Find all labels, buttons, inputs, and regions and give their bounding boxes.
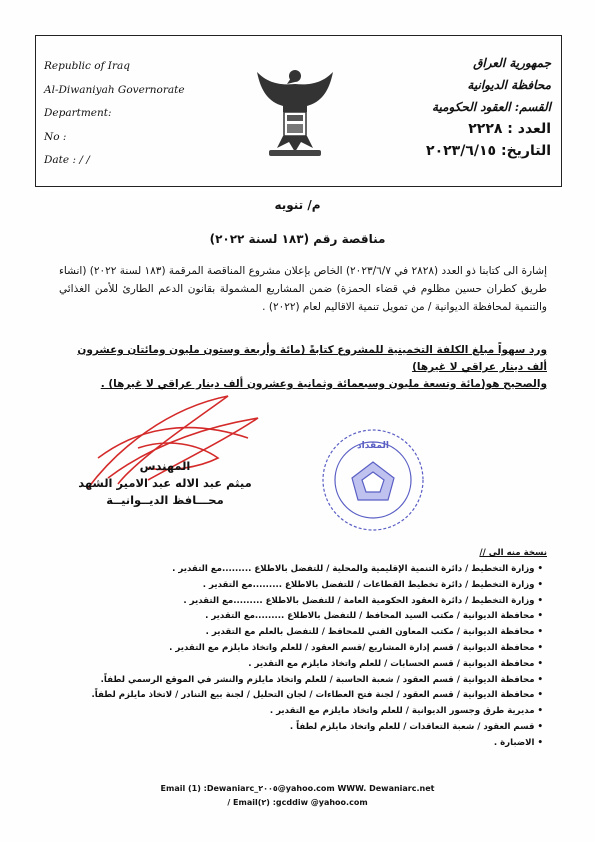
copy-item: • الاضبارة . <box>493 737 543 748</box>
signer-name: ميثم عبد الاله عبد الامير الشهد <box>78 476 252 490</box>
copies-heading: نسخة منه الى // <box>479 548 547 558</box>
footer-line-1: Email (1) :Dewaniarc_٢٠٠٥@yahoo.com WWW. Dewaniarc.net <box>160 784 435 793</box>
correction-block <box>57 342 547 393</box>
copy-item: • محافظة الديوانية / قسم العقود / شعبة الحاسبة / للعلم واتخاذ مايلزم والنشر في الموقع الرسمي لطفاً. <box>100 674 543 685</box>
signature-block <box>60 458 270 509</box>
copy-item: • وزارة التخطيط / دائرة العقود الحكومية العامة / للتفضل بالاطلاع .........مع التقدير . <box>183 595 543 606</box>
copy-item: • محافظة الديوانية / قسم إدارة المشاريع /قسم العقود / للعلم واتخاذ مايلزم مع التقدير . <box>169 642 543 653</box>
stamp-text: المقداد <box>357 441 389 451</box>
official-stamp <box>318 418 428 538</box>
signer-position: محـــافظ الديــوانيــة <box>106 493 224 507</box>
arabic-letterhead <box>426 52 551 162</box>
copy-item: • محافظة الديوانية / مكتب المعاون الفني للمحافظ / للتفضل بالعلم مع التقدير . <box>205 627 543 638</box>
letterhead-en-line: Department: <box>44 107 112 119</box>
letterhead-en-line: Al-Diwaniyah Governorate <box>44 83 185 96</box>
letterhead-en-line: No : <box>44 130 67 143</box>
notice-title: م/ تنويه <box>274 198 321 212</box>
letterhead-en-line: Date : / / <box>44 154 90 166</box>
tender-subtitle: مناقصة رقم (١٨٣ لسنة ٢٠٢٢) <box>209 232 386 246</box>
copies-list <box>91 562 543 752</box>
correct-amount-line: والصحيح هو(مائة وتسعة مليون وسبعمائة وثمانية وعشرون ألف دينار عراقي لا غيرها) . <box>100 378 547 390</box>
copy-item: • وزارة التخطيط / دائرة التنمية الإقليمية والمحلية / للتفضل بالاطلاع .........مع التقدير . <box>172 564 543 574</box>
copy-item: • محافظة الديوانية / قسم العقود / لجنة فتح العطاءات / لجان التحليل / لجنة بيع التنادر / لاتخاذ مايلزم لطفاً. <box>91 690 543 701</box>
notice-paragraph: إشارة الى كتابنا ذو العدد (٢٨٢٨ في ٢٠٢٣/٦/٧) الخاص بإعلان مشروع المناقصة المرقمة (١٨٣ لسنة ٢٠٢٢) (انشاء طريق كطران حسين مظلوم في قضاء الحمزة) ضمن المشاريع المشمولة بقانون الدعم الطارئ للأمن الغذائي والتنمية لمحافظة الديوانية / من تمويل تنمية الاقاليم لعام (٢٠٢٢) . <box>59 265 547 313</box>
letterhead-date: التاريخ: ٢٠٢٣/٦/١٥ <box>426 143 551 159</box>
copy-item: • قسم العقود / شعبة التعاقدات / للعلم واتخاذ مايلزم لطفاً . <box>289 721 543 732</box>
wrong-amount-line: ألف دينار عراقي لا غيرها) <box>412 361 547 373</box>
signer-title: المهندس <box>139 459 191 473</box>
copy-item: • محافظة الديوانية / قسم الحسابات / للعلم واتخاذ مايلزم مع التقدير . <box>248 658 543 669</box>
wrong-amount-line: ورد سهواً مبلغ الكلفة التخمينية للمشروع كتابةً (مائة وأربعة وستون مليون ومائتان وعشرون <box>77 344 547 356</box>
letterhead-republic: جمهورية العراق <box>473 56 551 70</box>
copy-item: • مديرية طرق وجسور الديوانية / للعلم واتخاذ مايلزم مع التقدير . <box>269 706 543 717</box>
footer-line-2: / Email(٢) :gcddiw @yahoo.com <box>227 798 368 807</box>
english-letterhead <box>44 55 185 173</box>
iraq-eagle-emblem-icon <box>255 62 335 160</box>
letterhead-number: العدد : ٢٢٢٨ <box>468 121 551 137</box>
copy-item: • وزارة التخطيط / دائرة تخطيط القطاعات / للتفضل بالاطلاع .........مع التقدير . <box>202 579 543 590</box>
letterhead-department: القسم: العقود الحكومية <box>432 100 551 114</box>
letterhead-en-line: Republic of Iraq <box>44 60 130 72</box>
copy-item: • محافظة الديوانية / مكتب السيد المحافظ / للتفضل بالاطلاع .........مع التقدير . <box>205 611 543 622</box>
letterhead-governorate: محافظة الديوانية <box>467 78 551 92</box>
